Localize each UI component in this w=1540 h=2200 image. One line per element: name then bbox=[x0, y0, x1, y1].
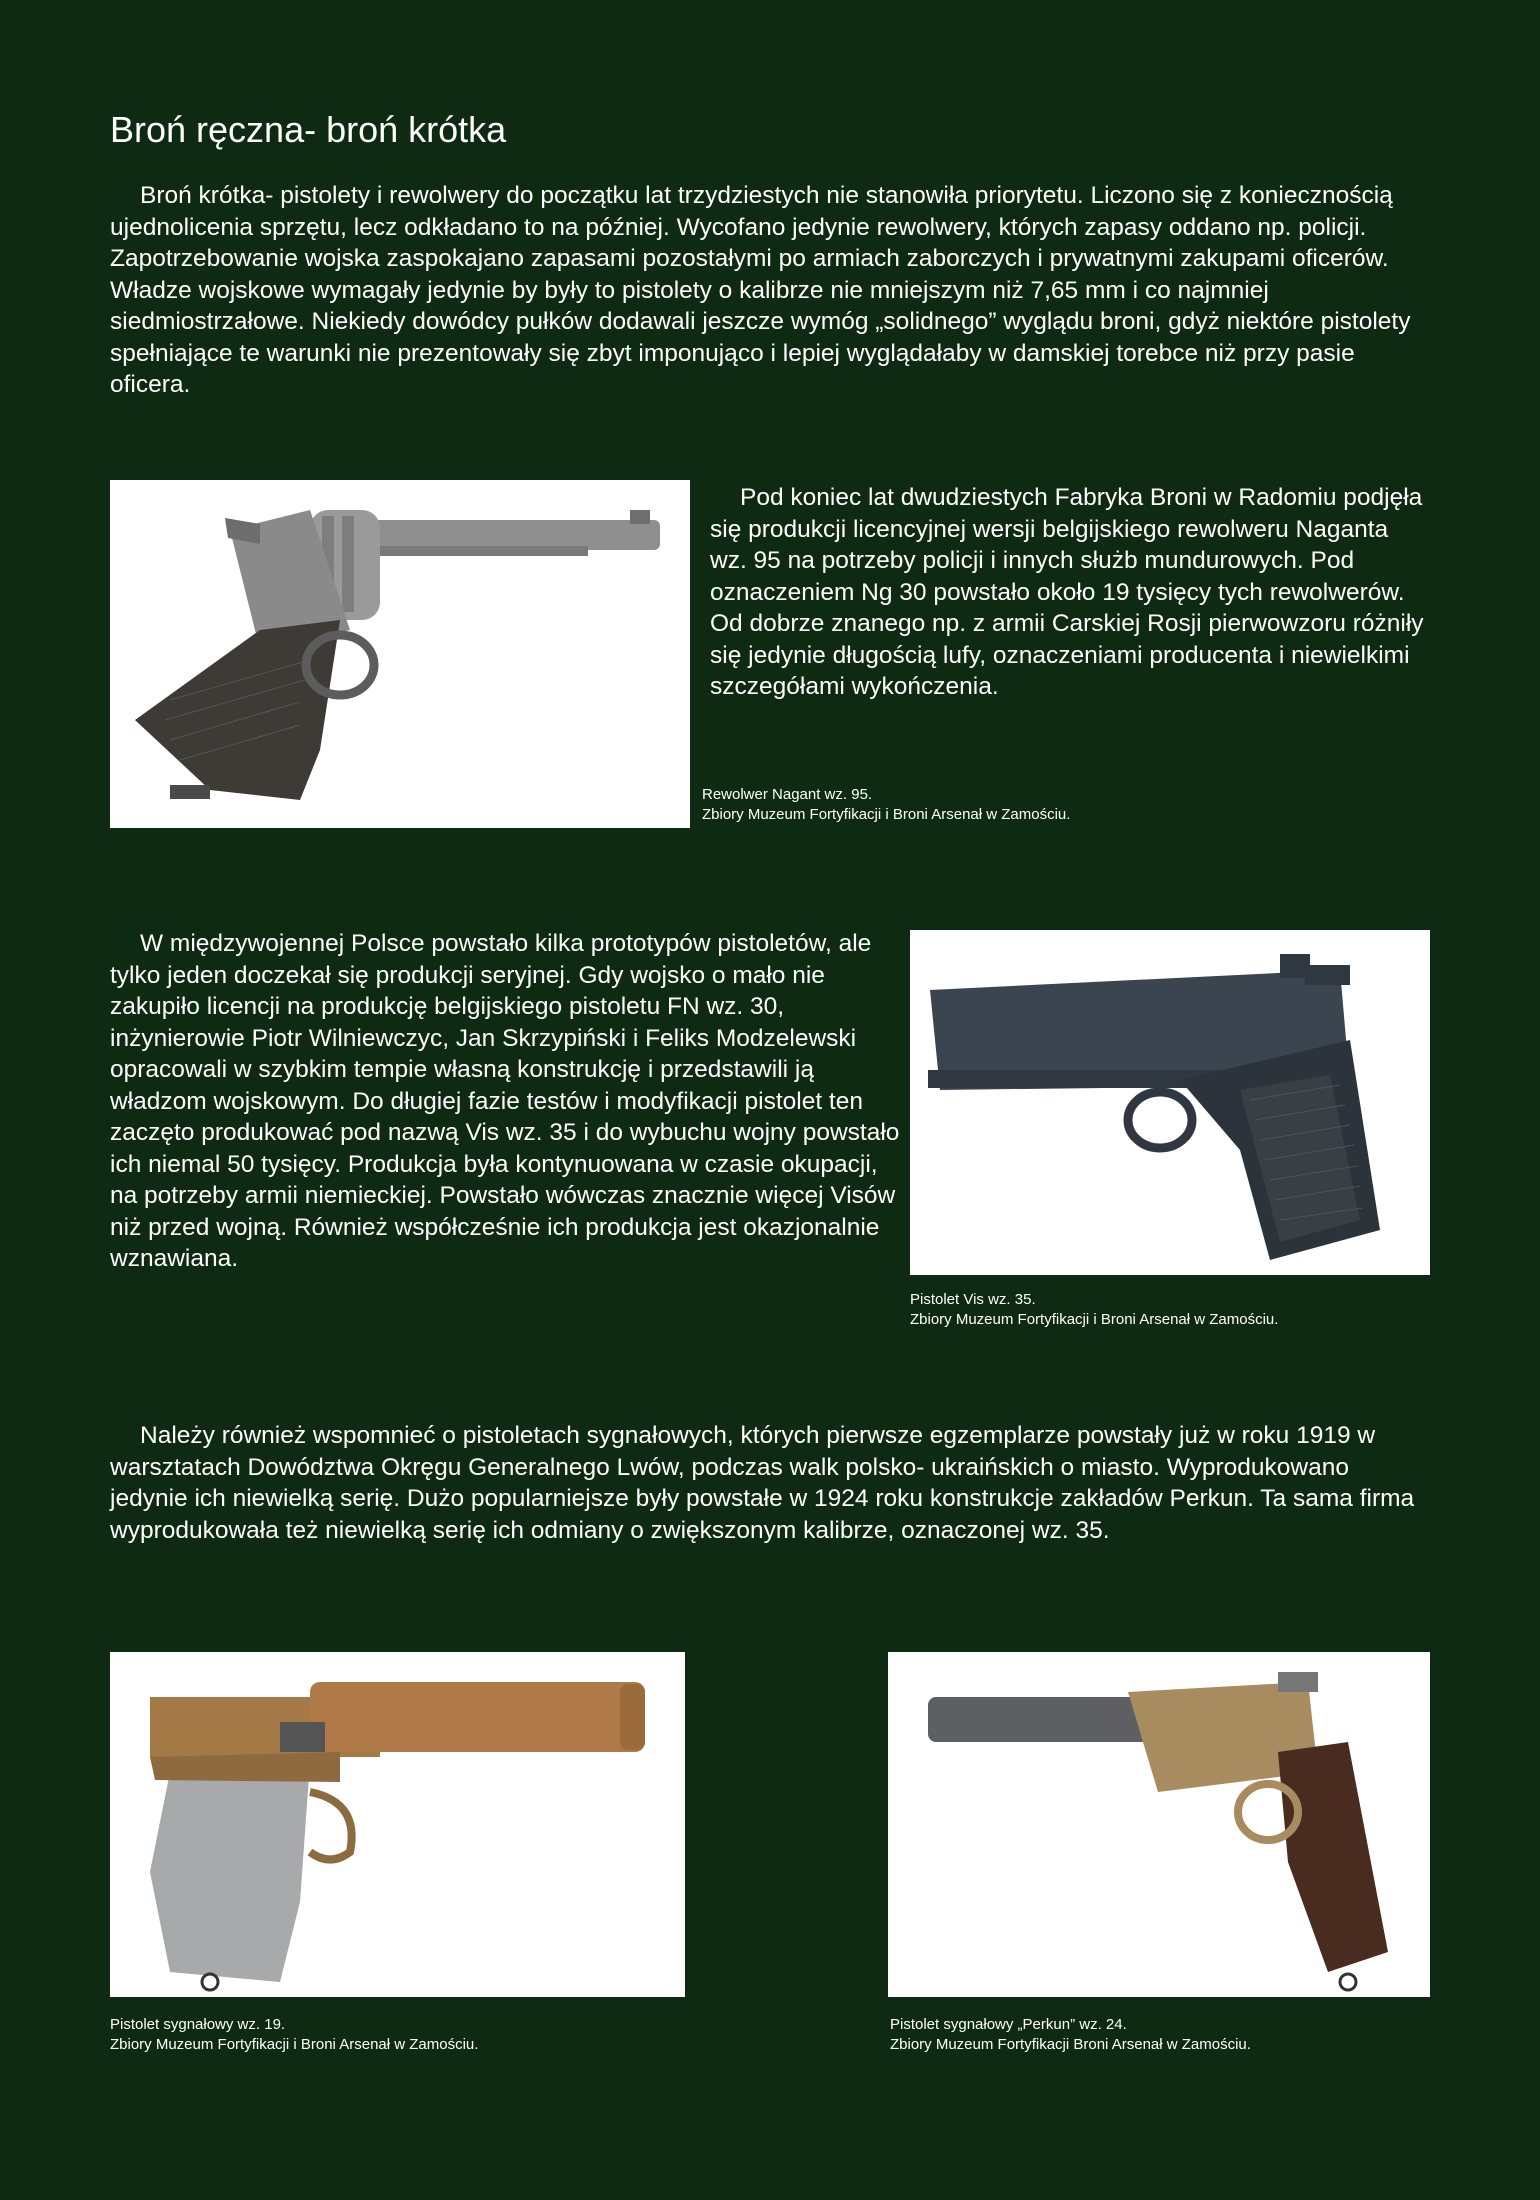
signal19-caption-title: Pistolet sygnałowy wz. 19. bbox=[110, 2016, 286, 2033]
vis-caption bbox=[910, 1290, 1430, 1329]
signal-pistol-wz19-photo bbox=[110, 1652, 685, 1997]
nagant-caption-title: Rewolwer Nagant wz. 95. bbox=[702, 786, 873, 803]
intro-text: Broń krótka- pistolety i rewolwery do początku lat trzydziestych nie stanowiła priorytetu. Liczono się z koniecznością ujednolicenia sprzętu, lecz odkładano to na później. Wycofano jedynie rewolwery, których zapasy oddano np. policji. Zapotrzebowanie wojska zaspokajano zapasami pozostałymi po armiach zaborczych i prywatnymi zakupami oficerów. Władze wojskowe wymagały jedynie by były to pistolety o kalibrze nie mniejszym niż 7,65 mm i co najmniej siedmiostrzałowe. Niekiedy dowódcy pułków dodawali jeszcze wymóg „solidnego” wyglądu broni, gdyż niektóre pistolety spełniające te warunki nie prezentowały się zbyt imponująco i lepiej wyglądałaby w damskiej torebce niż przy pasie oficera. bbox=[110, 182, 1411, 398]
nagant-text: Pod koniec lat dwudziestych Fabryka Broni w Radomiu podjęła się produkcji licencyjnej wersji belgijskiego rewolweru Naganta wz. 95 na potrzeby policji i innych służb mundurowych. Pod oznaczeniem Ng 30 powstało około 19 tysięcy tych rewolwerów. Od dobrze znanego np. z armii Carskiej Rosji pierwowzoru różniły się jedynie długością lufy, oznaczeniami producenta i niewielkimi szczegółami wykończenia. bbox=[710, 484, 1424, 700]
pistol-illustration bbox=[910, 930, 1430, 1275]
intro-paragraph bbox=[110, 180, 1430, 401]
signal-pistol-perkun-photo bbox=[888, 1652, 1430, 1997]
signal-text: Należy również wspomnieć o pistoletach sygnałowych, których pierwsze egzemplarze powstały już w roku 1919 w warsztatach Dowództwa Okręgu Generalnego Lwów, podczas walk polsko- ukraińskich o miasto. Wyprodukowano jedynie ich niewielką serię. Dużo popularniejsze były powstałe w 1924 roku konstrukcje zakładów Perkun. Ta sama firma wyprodukowała też niewielką serię ich odmiany o zwiększonym kalibrze, oznaczonej wz. 35. bbox=[110, 1422, 1415, 1544]
perkun-caption-title: Pistolet sygnałowy „Perkun” wz. 24. bbox=[890, 2016, 1127, 2033]
vis-text: W międzywojennej Polsce powstało kilka prototypów pistoletów, ale tylko jeden doczekał się produkcji seryjnej. Gdy wojsko o mało nie zakupiło licencji na produkcję belgijskiego pistoletu FN wz. 30, inżynierowie Piotr Wilniewczyc, Jan Skrzypiński i Feliks Modzelewski opracowali w szybkim tempie własną konstrukcję i przedstawili ją władzom wojskowym. Do długiej fazie testów i modyfikacji pistolet ten zaczęto produkować pod nazwą Vis wz. 35 i do wybuchu wojny powstało ich niemal 50 tysięcy. Produkcja była kontynuowana w czasie okupacji, na potrzeby armii niemieckiej. Powstało wówczas znacznie więcej Visów niż przed wojną. Również współcześnie ich produkcja jest okazjonalnie wznawiana. bbox=[110, 930, 900, 1272]
vis-caption-title: Pistolet Vis wz. 35. bbox=[910, 1291, 1036, 1308]
vis-caption-source: Zbiory Muzeum Fortyfikacji i Broni Arsenał w Zamościu. bbox=[910, 1310, 1279, 1328]
nagant-paragraph bbox=[710, 482, 1430, 703]
signal-pistol-wz19-illustration bbox=[110, 1652, 685, 1997]
revolver-illustration bbox=[110, 480, 690, 828]
signal-pistol-perkun-illustration bbox=[888, 1652, 1430, 1997]
signal-paragraph bbox=[110, 1420, 1430, 1546]
nagant-caption bbox=[702, 785, 1422, 824]
perkun-caption-source: Zbiory Muzeum Fortyfikacji Broni Arsenał w Zamościu. bbox=[890, 2035, 1251, 2053]
nagant-caption-source: Zbiory Muzeum Fortyfikacji i Broni Arsenał w Zamościu. bbox=[702, 805, 1071, 823]
signal19-caption bbox=[110, 2015, 685, 2054]
page-title: Broń ręczna- broń krótka bbox=[110, 109, 507, 150]
vis-paragraph bbox=[110, 928, 900, 1275]
signal19-caption-source: Zbiory Muzeum Fortyfikacji i Broni Arsenał w Zamościu. bbox=[110, 2035, 479, 2053]
vis-pistol-photo bbox=[910, 930, 1430, 1275]
nagant-revolver-photo bbox=[110, 480, 690, 828]
perkun-caption bbox=[890, 2015, 1430, 2054]
